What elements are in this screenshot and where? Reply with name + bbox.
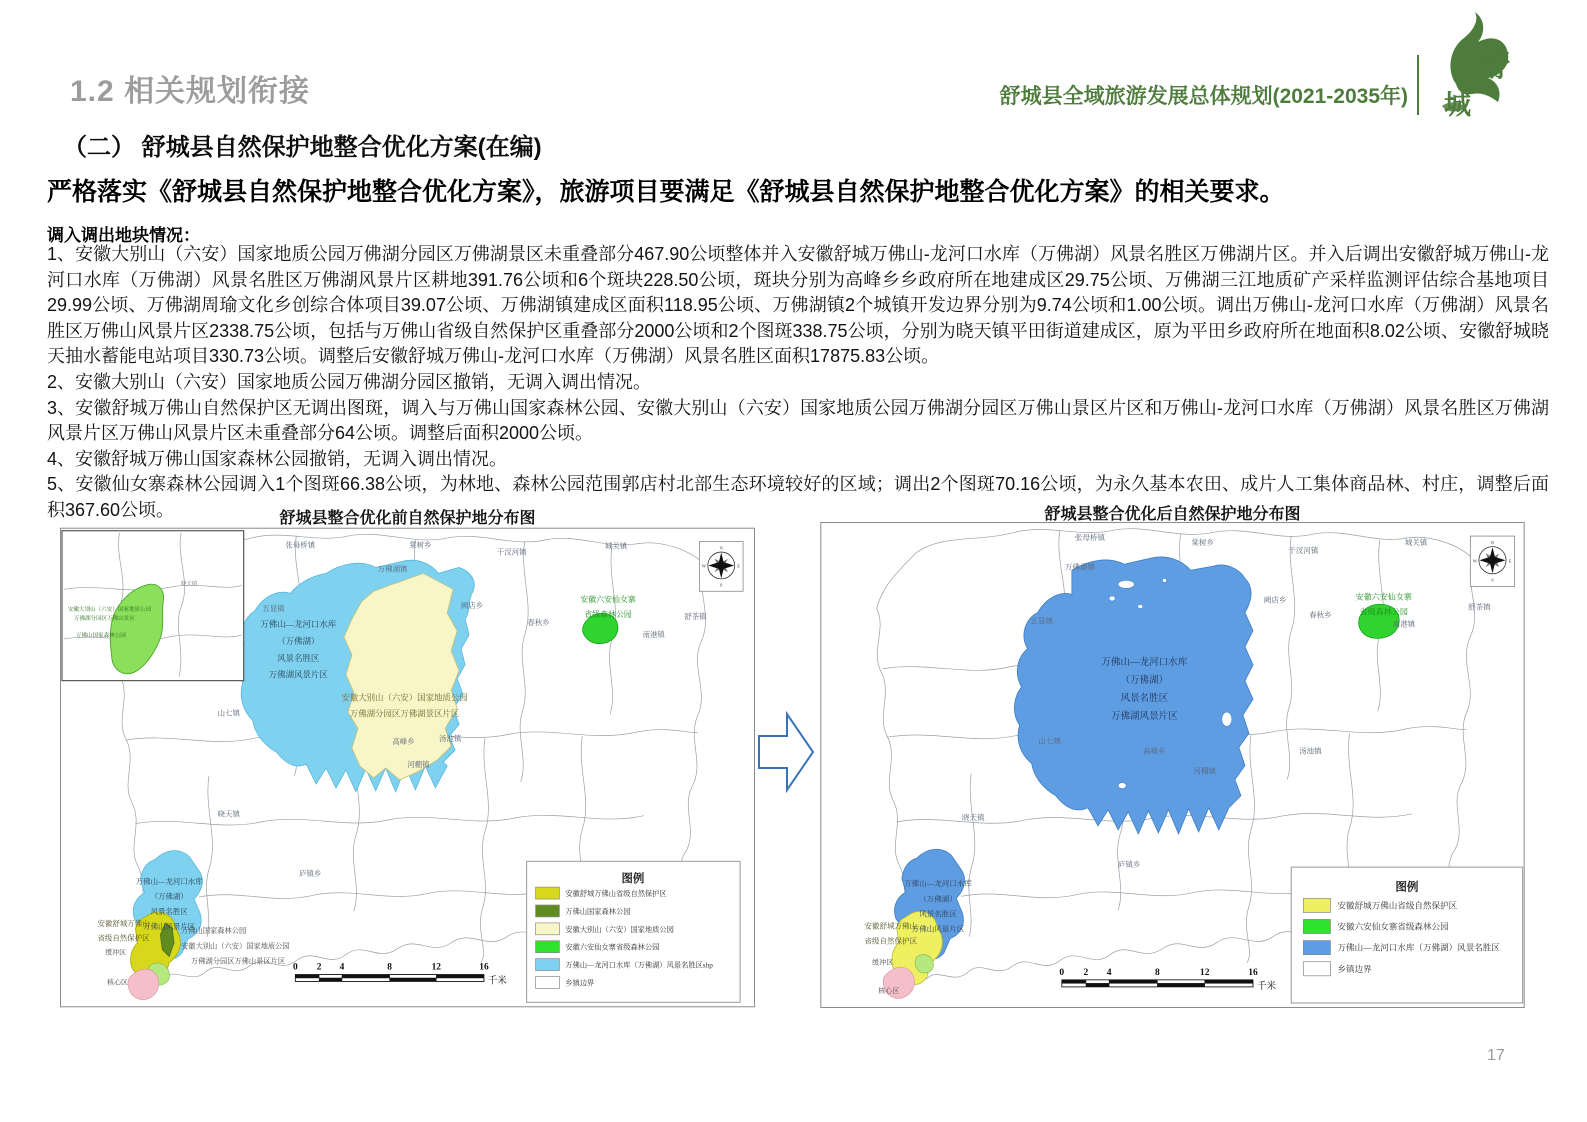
reserve-label-line: 省级自然保护区	[97, 933, 150, 943]
map-before	[60, 527, 755, 1008]
transition-arrow-icon	[757, 710, 815, 794]
legend-label: 万佛山—龙河口水库（万佛湖）风景名胜区	[1337, 942, 1500, 953]
geopark-region	[344, 573, 459, 780]
inset-label-line: 万佛山国家森林公园	[75, 632, 126, 639]
scale-tick: 12	[431, 962, 442, 973]
compass-rose-icon	[1470, 536, 1514, 586]
township-label: 城关镇	[604, 541, 628, 551]
scale-tick: 4	[1106, 966, 1112, 978]
compass-w: W	[1472, 558, 1477, 564]
fairy-label-line: 安徽六安仙女寨	[580, 595, 636, 605]
compass-s: S	[1491, 577, 1494, 583]
legend-swatch	[536, 905, 560, 917]
geopark2-label-line: 安徽大别山（六安）国家地质公园	[181, 942, 290, 951]
compass-n: N	[1490, 540, 1495, 546]
township-label: 山七镇	[217, 708, 240, 718]
legend-swatch	[1303, 962, 1330, 976]
logo-char-2: 城	[1444, 90, 1471, 120]
scale-tick: 0	[1059, 966, 1065, 978]
township-label: 五显镇	[262, 604, 285, 614]
township-label: 汤池镇	[1299, 746, 1322, 756]
wfs-label-line: 万佛山—龙河口水库	[135, 877, 203, 887]
lake-label-line: 万佛山—龙河口水库	[1101, 656, 1188, 668]
compass-s: S	[720, 582, 723, 588]
scale-tick: 12	[1199, 966, 1210, 978]
buffer-label: 缓冲区	[872, 958, 894, 967]
lake-label-line: 万佛湖风景片区	[1110, 711, 1178, 723]
shucheng-logo	[1422, 10, 1514, 122]
legend-label: 万佛山国家森林公园	[565, 907, 631, 916]
township-label: 阙店乡	[460, 601, 484, 611]
geopark-label-line: 万佛湖分园区万佛湖景区片区	[349, 708, 460, 719]
compass-n: N	[719, 545, 723, 551]
scale-unit: 千米	[487, 976, 507, 987]
legend-label: 安徽舒城万佛山省级自然保护区	[565, 890, 667, 899]
township-label: 河棚镇	[1193, 766, 1216, 776]
township-label: 山七镇	[1038, 736, 1062, 746]
township-label: 城关镇	[1404, 538, 1428, 548]
legend-swatch	[1303, 898, 1330, 912]
township-label: 干汊河镇	[1288, 546, 1319, 556]
inset-label-line: 万佛湖分园区万佛山景区	[73, 616, 135, 623]
lake-label-line: 风景名胜区	[1120, 693, 1169, 705]
township-label: 五显镇	[1030, 616, 1053, 626]
section-name: 相关规划衔接	[124, 75, 311, 108]
lake-label-line: 风景名胜区	[277, 652, 320, 663]
township-label: 汤池镇	[439, 734, 462, 744]
scale-tick: 0	[292, 962, 298, 973]
township-label: 阙店乡	[1263, 595, 1287, 605]
buffer-zone-region	[915, 955, 933, 973]
township-label: 高峰乡	[1143, 746, 1166, 756]
legend-label: 安徽六安仙女寨省级森林公园	[565, 943, 660, 952]
lake-label-line: （万佛湖）	[277, 635, 320, 646]
list-item-3: 3、安徽舒城万佛山自然保护区无调出图斑，调入与万佛山国家森林公园、安徽大别山（六安）国家地质公园万佛湖分园区万佛山景区片区和万佛山-龙河口水库（万佛湖）风景名胜区万佛湖风景片区万佛山风景片区未重叠部分64公顷。调整后面积2000公顷。	[47, 397, 1549, 444]
wfs-label-line: 万佛山风景片区	[911, 924, 965, 934]
compass-w: W	[701, 563, 706, 569]
reserve-label-line: 省级自然保护区	[864, 936, 918, 946]
list-item-1: 1、安徽大别山（六安）国家地质公园万佛湖分园区万佛湖景区未重叠部分467.90公顷整体并入安徽舒城万佛山-龙河口水库（万佛湖）风景名胜区万佛湖片区。并入后调出安徽舒城万佛山-龙河口水库（万佛湖）风景名胜区万佛湖风景片区耕地391.76公顷和6个斑块228.50公顷，斑块分别为高峰乡乡政府所在地建成区29.75公顷、万佛湖三江地质矿产采样监测评估综合基地项目29.99公顷、万佛湖周瑜文化乡创综合体项目39.07公顷、万佛湖镇建成区面积118.95公顷、万佛湖镇2个城镇开发边界分别为9.74公顷和1.00公顷。调出万佛山-龙河口水库（万佛湖）风景名胜区万佛山风景片区2338.75公顷，包括与万佛山省级自然保护区重叠部分2000公顷和2个图斑338.75公顷，分别为晓天镇平田街道建成区，原为平田乡政府所在地面积8.02公顷、安徽舒城晓天抽水蓄能电站项目330.73公顷。调整后安徽舒城万佛山-龙河口水库（万佛湖）风景名胜区面积17875.83公顷。	[47, 244, 1549, 367]
compass-e: E	[1508, 558, 1512, 564]
inset-label-line: 安徽大别山（六安）国家地质公园	[67, 607, 152, 614]
legend-swatch	[536, 887, 560, 899]
township-label: 万佛湖镇	[377, 564, 408, 574]
township-label: 河棚镇	[407, 760, 430, 770]
logo-divider	[1417, 55, 1419, 115]
fairy-label-line: 省级森林公园	[1359, 607, 1408, 617]
scale-tick: 8	[1155, 966, 1160, 978]
township-label: 高峰乡	[392, 737, 415, 747]
wfs-label-line: （万佛湖）	[919, 894, 957, 904]
legend-swatch	[536, 923, 560, 935]
wfs-label-line: 风景名胜区	[919, 909, 957, 919]
legend-label: 乡镇边界	[1337, 963, 1372, 974]
fairy-label-line: 安徽六安仙女寨	[1355, 592, 1412, 602]
section-number: 1.2	[70, 75, 115, 108]
list-lead: 调入调出地块情况：	[47, 226, 200, 245]
reserve-label-line: 安徽舒城万佛山	[864, 921, 918, 931]
legend-swatch	[1303, 941, 1330, 955]
list-item-4: 4、安徽舒城万佛山国家森林公园撤销，无调入调出情况。	[47, 448, 508, 469]
legend-title: 图例	[1395, 880, 1419, 894]
legend-before	[527, 861, 740, 1002]
emphasis-paragraph: 严格落实《舒城县自然保护地整合优化方案》，旅游项目要满足《舒城县自然保护地整合优化方案》的相关要求。	[47, 178, 1285, 206]
township-label: 棠树乡	[1191, 538, 1214, 548]
scale-unit: 千米	[1257, 980, 1277, 992]
township-label: 庐镇乡	[1117, 860, 1141, 870]
compass-e: E	[737, 563, 740, 569]
township-label: 晓天镇	[961, 812, 985, 822]
township-label: 张母桥镇	[1074, 533, 1106, 543]
map-after	[815, 522, 1530, 1008]
map-before-title: 舒城县整合优化前自然保护地分布图	[279, 510, 536, 527]
buffer-label: 缓冲区	[105, 948, 127, 957]
scale-tick: 8	[387, 962, 392, 973]
township-label: 棠树乡	[409, 540, 432, 550]
scale-tick: 4	[339, 962, 345, 973]
scale-tick: 2	[1083, 966, 1089, 978]
township-label: 干汊河镇	[496, 547, 527, 557]
township-label: 春秋乡	[1309, 610, 1332, 620]
list-item-2: 2、安徽大别山（六安）国家地质公园万佛湖分园区撤销，无调入调出情况。	[47, 371, 652, 392]
township-label: 万佛湖镇	[1064, 562, 1095, 572]
scale-tick: 16	[479, 962, 489, 973]
core-label: 核心区	[878, 986, 900, 995]
scale-tick: 2	[316, 962, 322, 973]
compass-rose-icon	[699, 542, 743, 592]
township-label: 南港镇	[642, 629, 665, 639]
legend-label: 安徽舒城万佛山省级自然保护区	[1337, 900, 1458, 911]
township-label: 春秋乡	[527, 618, 550, 628]
inset-map	[62, 531, 244, 681]
forest-park-label: 万佛山国家森林公园	[181, 926, 247, 935]
wfs-label-line: 万佛山—龙河口水库	[904, 879, 972, 889]
wfs-label-line: 风景名胜区	[150, 906, 188, 916]
legend-label: 安徽大别山（六安）国家地质公园	[565, 925, 674, 934]
page-number: 17	[1487, 1047, 1505, 1064]
legend-label: 万佛山—龙河口水库（万佛湖）风景名胜区shp	[565, 961, 713, 970]
logo-char-1: 舒	[1480, 50, 1510, 83]
township-label: 舒茶镇	[1468, 602, 1491, 612]
subheading: （二） 舒城县自然保护地整合优化方案(在编)	[63, 134, 542, 161]
map-after-title: 舒城县整合优化后自然保护地分布图	[1044, 506, 1301, 523]
legend-label: 安徽六安仙女寨省级森林公园	[1337, 921, 1449, 932]
legend-swatch	[536, 941, 560, 953]
legend-title: 图例	[621, 873, 645, 886]
township-label: 晓天镇	[217, 809, 240, 819]
legend-swatch	[1303, 919, 1330, 933]
township-label: 庐镇乡	[299, 869, 322, 879]
inset-township-label: 晓天镇	[180, 581, 198, 588]
doc-title: 舒城县全域旅游发展总体规划(2021-2035年)	[999, 85, 1408, 108]
township-label: 南港镇	[1392, 619, 1416, 629]
legend-swatch	[536, 959, 560, 971]
geopark-label-line: 安徽大别山（六安）国家地质公园	[341, 692, 468, 703]
reserve-label-line: 安徽舒城万佛山	[97, 918, 150, 928]
legend-after	[1291, 867, 1522, 1003]
scale-tick: 16	[1248, 966, 1258, 978]
legend-swatch	[536, 976, 560, 988]
lake-label-line: 万佛山—龙河口水库	[260, 619, 337, 630]
list-item-5: 5、安徽仙女寨森林公园调入1个图斑66.38公顷，为林地、森林公园范围郭店村北部生态环境较好的区域；调出2个图斑70.16公顷，为永久基本农田、成片人工集体商品林、村庄，调整后面积367.60公顷。	[47, 474, 1549, 520]
wfs-label-line: （万佛湖）	[150, 892, 188, 902]
geopark2-label-line: 万佛湖分园区万佛山景区片区	[191, 957, 286, 966]
lake-label-line: 万佛湖风景片区	[268, 669, 328, 680]
adjustment-list	[47, 242, 1549, 524]
wfs-label-line: 万佛山风景片区	[143, 921, 196, 931]
township-label: 舒茶镇	[684, 612, 707, 622]
fairy-label-line: 省级森林公园	[584, 610, 632, 620]
section-title	[70, 66, 310, 110]
lake-label-line: （万佛湖）	[1120, 674, 1169, 686]
legend-label: 乡镇边界	[565, 979, 595, 988]
core-label: 核心区	[107, 978, 128, 987]
township-label: 张母桥镇	[285, 540, 316, 550]
